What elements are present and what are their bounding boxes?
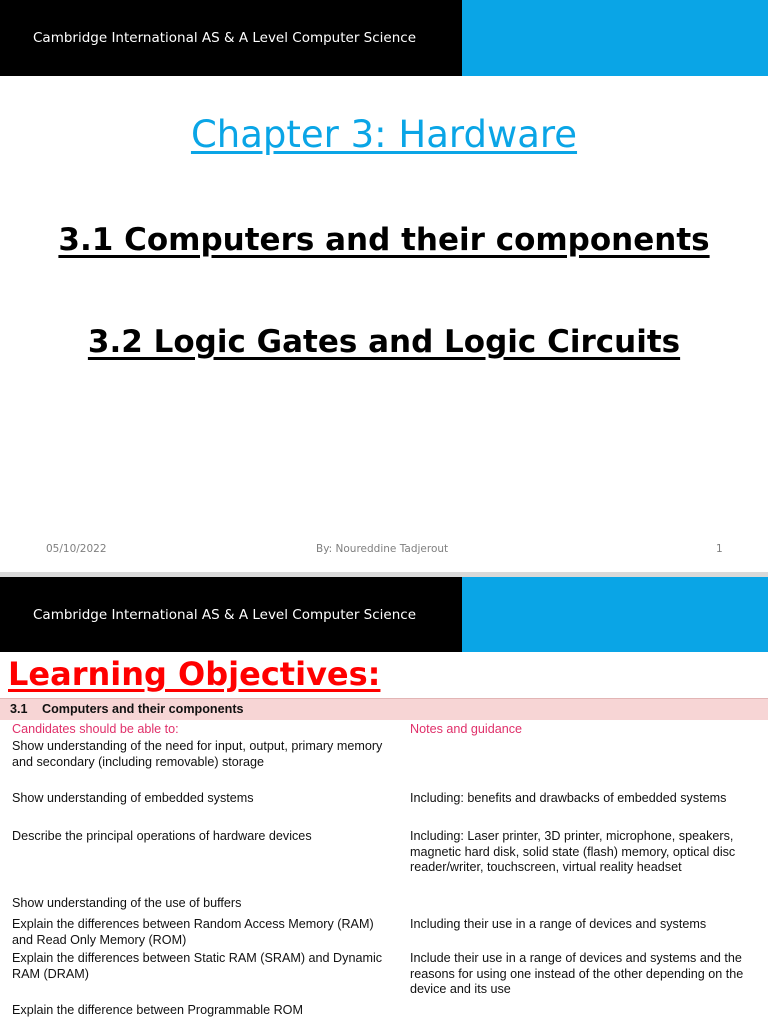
table-column-headers <box>0 720 768 739</box>
row-left-cell: Show understanding of embedded systems <box>12 791 254 805</box>
footer-author: By: Noureddine Tadjerout <box>316 543 449 555</box>
header-blue-band <box>462 0 768 76</box>
slide-2-header <box>0 577 768 652</box>
footer-page-number: 1 <box>716 543 723 555</box>
slide-1-header <box>0 0 768 76</box>
header-blue-band <box>462 577 768 652</box>
table-section-header <box>0 698 768 720</box>
learning-objectives-title: Learning Objectives: <box>8 655 381 693</box>
table-row <box>0 829 768 896</box>
section-3-1-title: 3.1 Computers and their components <box>58 222 710 258</box>
table-row <box>0 917 768 951</box>
table-row <box>0 1003 768 1023</box>
chapter-title: Chapter 3: Hardware <box>190 113 578 156</box>
table-row <box>0 896 768 917</box>
row-left-cell: Explain the differences between Random Access Memory (RAM) and Read Only Memory (ROM) <box>12 917 374 947</box>
footer-date: 05/10/2022 <box>46 543 107 555</box>
header-title: Cambridge International AS & A Level Computer Science <box>33 606 417 623</box>
table-row <box>0 951 768 1003</box>
left-column-header: Candidates should be able to: <box>12 722 179 736</box>
slide-2 <box>0 577 768 1024</box>
section-number: 3.1 <box>10 702 28 716</box>
section-3-2-title: 3.2 Logic Gates and Logic Circuits <box>87 324 681 360</box>
row-right-cell: Include their use in a range of devices and systems and the reasons for using one instead of the other depending on the device and its use <box>410 951 744 996</box>
row-left-cell: Show understanding of the need for input, output, primary memory and secondary (including removable) storage <box>12 739 383 769</box>
row-right-cell: Including their use in a range of devices and systems <box>410 917 707 931</box>
table-row <box>0 739 768 791</box>
row-left-cell: Explain the differences between Static RAM (SRAM) and Dynamic RAM (DRAM) <box>12 951 383 981</box>
right-column-header: Notes and guidance <box>410 722 523 736</box>
objectives-table <box>0 698 768 1023</box>
row-left-cell: Show understanding of the use of buffers <box>12 896 242 910</box>
section-name: Computers and their components <box>42 702 244 716</box>
row-right-cell: Including: benefits and drawbacks of embedded systems <box>410 791 727 805</box>
table-row <box>0 791 768 829</box>
row-right-cell: Including: Laser printer, 3D printer, microphone, speakers, magnetic hard disk, solid state (flash) memory, optical disc reader/writer, touchscreen, virtual reality headset <box>410 829 736 874</box>
row-left-cell: Describe the principal operations of hardware devices <box>12 829 312 843</box>
row-left-cell: Explain the difference between Programmable ROM <box>12 1003 303 1017</box>
header-title: Cambridge International AS & A Level Computer Science <box>33 30 417 46</box>
